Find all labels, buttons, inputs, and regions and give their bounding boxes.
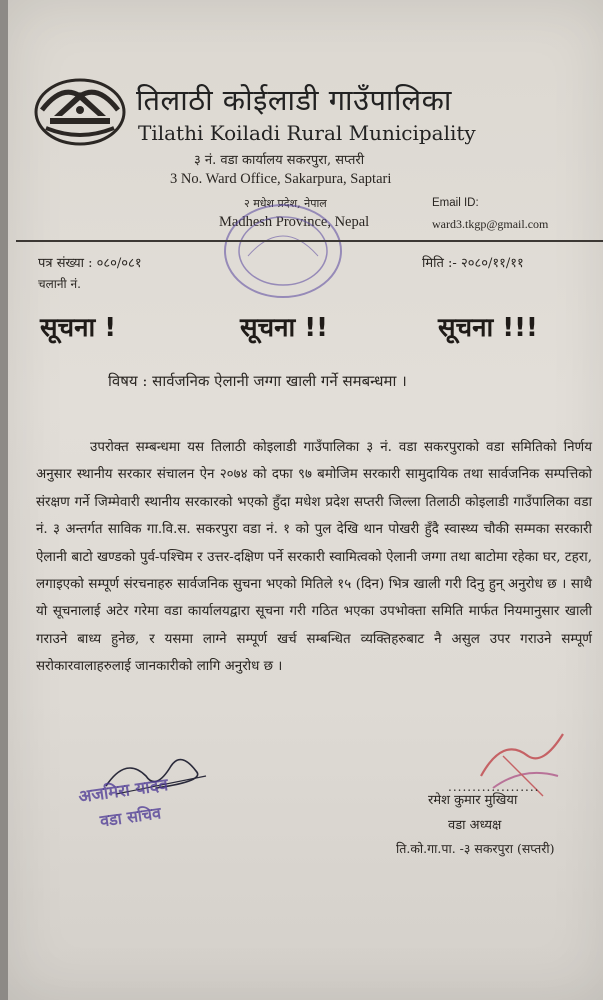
header-nepali-province: २ मधेश प्रदेश, नेपाल <box>244 197 327 210</box>
header-nepali-title: तिलाठी कोईलाडी गाउँपालिका <box>136 83 452 117</box>
letter-date: मिति :- २०८०/११/११ <box>422 256 524 271</box>
notice-heading-3: सूचना !!! <box>438 313 538 343</box>
municipality-logo-icon <box>32 76 128 148</box>
header-english-title: Tilathi Koiladi Rural Municipality <box>138 121 476 145</box>
header-divider <box>16 240 603 242</box>
header-english-province: Madhesh Province, Nepal <box>219 214 370 230</box>
chairperson-title: वडा अध्यक्ष <box>448 818 502 833</box>
header-english-ward-office: 3 No. Ward Office, Sakarpura, Saptari <box>170 171 392 187</box>
secretary-stamp-name: अजमिरा यादव <box>77 775 170 808</box>
letter-body: उपरोक्त सम्बन्धमा यस तिलाठी कोइलाडी गाउँपालिका ३ नं. वडा सकरपुराको वडा समितिको निर्णय अनुसार स्थानीय सरकार संचालन ऐन २०७४ को दफा ९७ बमोजिम सरकारी सामुदायिक तथा सार्वजनिक सम्पत्तिको संरक्षण गर्ने जिम्मेवारी स्थानीय सरकारको भएको हुँदा मधेश प्रदेश सप्तरी जिल्ला तिलाठी कोइलाडी गाउँपालिका वडा नं. ३ अन्तर्गत साविक गा.वि.स. सकरपुरा वडा नं. १ को पुल देखि थान पोखरी हुँदै स्वास्थ्य चौकी सम्मका सरकारी ऐलानी बाटो खण्डको पुर्व-पश्चिम र उत्तर-दक्षिण पर्ने सरकारी स्वामित्वको ऐलानी जग्गा तथा बाटोमा रहेका घर, टहरा, लगाइएको सम्पूर्ण संरचनाहरु सार्वजनिक सुचना भएको मितिले १५ (दिन) भित्र खाली गरी दिनु हुन् अनुरोध छ । साथै यो सूचनालाई अटेर गरेमा वडा कार्यालयद्वारा सूचना गरी गठित भएका उपभोक्ता समिति मार्फत नियमानुसार खाली गराउने बाध्य हुनेछ, र यसमा लाग्ने सम्पूर्ण खर्च सम्बन्धित व्यक्तिहरुबाट नै असुल उपर गराउने सम्पूर्ण सरोकारवालाहरुलाई जानकारीको लागि अनुरोध छ । <box>36 440 592 675</box>
notice-heading-2: सूचना !! <box>240 313 329 343</box>
chairperson-name: रमेश कुमार मुखिया <box>428 793 518 808</box>
header-nepali-ward-office: ३ नं. वडा कार्यालय सकरपुरा, सप्तरी <box>194 153 365 168</box>
round-office-stamp-icon <box>218 196 348 306</box>
secretary-stamp-title: वडा सचिव <box>98 803 163 831</box>
letter-subject: विषय : सार्वजनिक ऐलानी जग्गा खाली गर्ने समबन्धमा । <box>108 372 407 390</box>
reference-number: पत्र संख्या : ०८०/०८१ <box>38 256 142 271</box>
notice-heading-1: सूचना ! <box>40 313 117 343</box>
signature-office: ति.को.गा.पा. -३ सकरपुरा (सप्तरी) <box>396 841 555 856</box>
secretary-stamp <box>66 759 214 848</box>
email-value: ward3.tkgp@gmail.com <box>432 217 549 231</box>
dispatch-number: चलानी नं. <box>38 277 81 291</box>
signature-line: ................... <box>448 780 540 794</box>
letter-paper <box>8 0 603 1000</box>
email-label: Email ID: <box>432 197 479 209</box>
